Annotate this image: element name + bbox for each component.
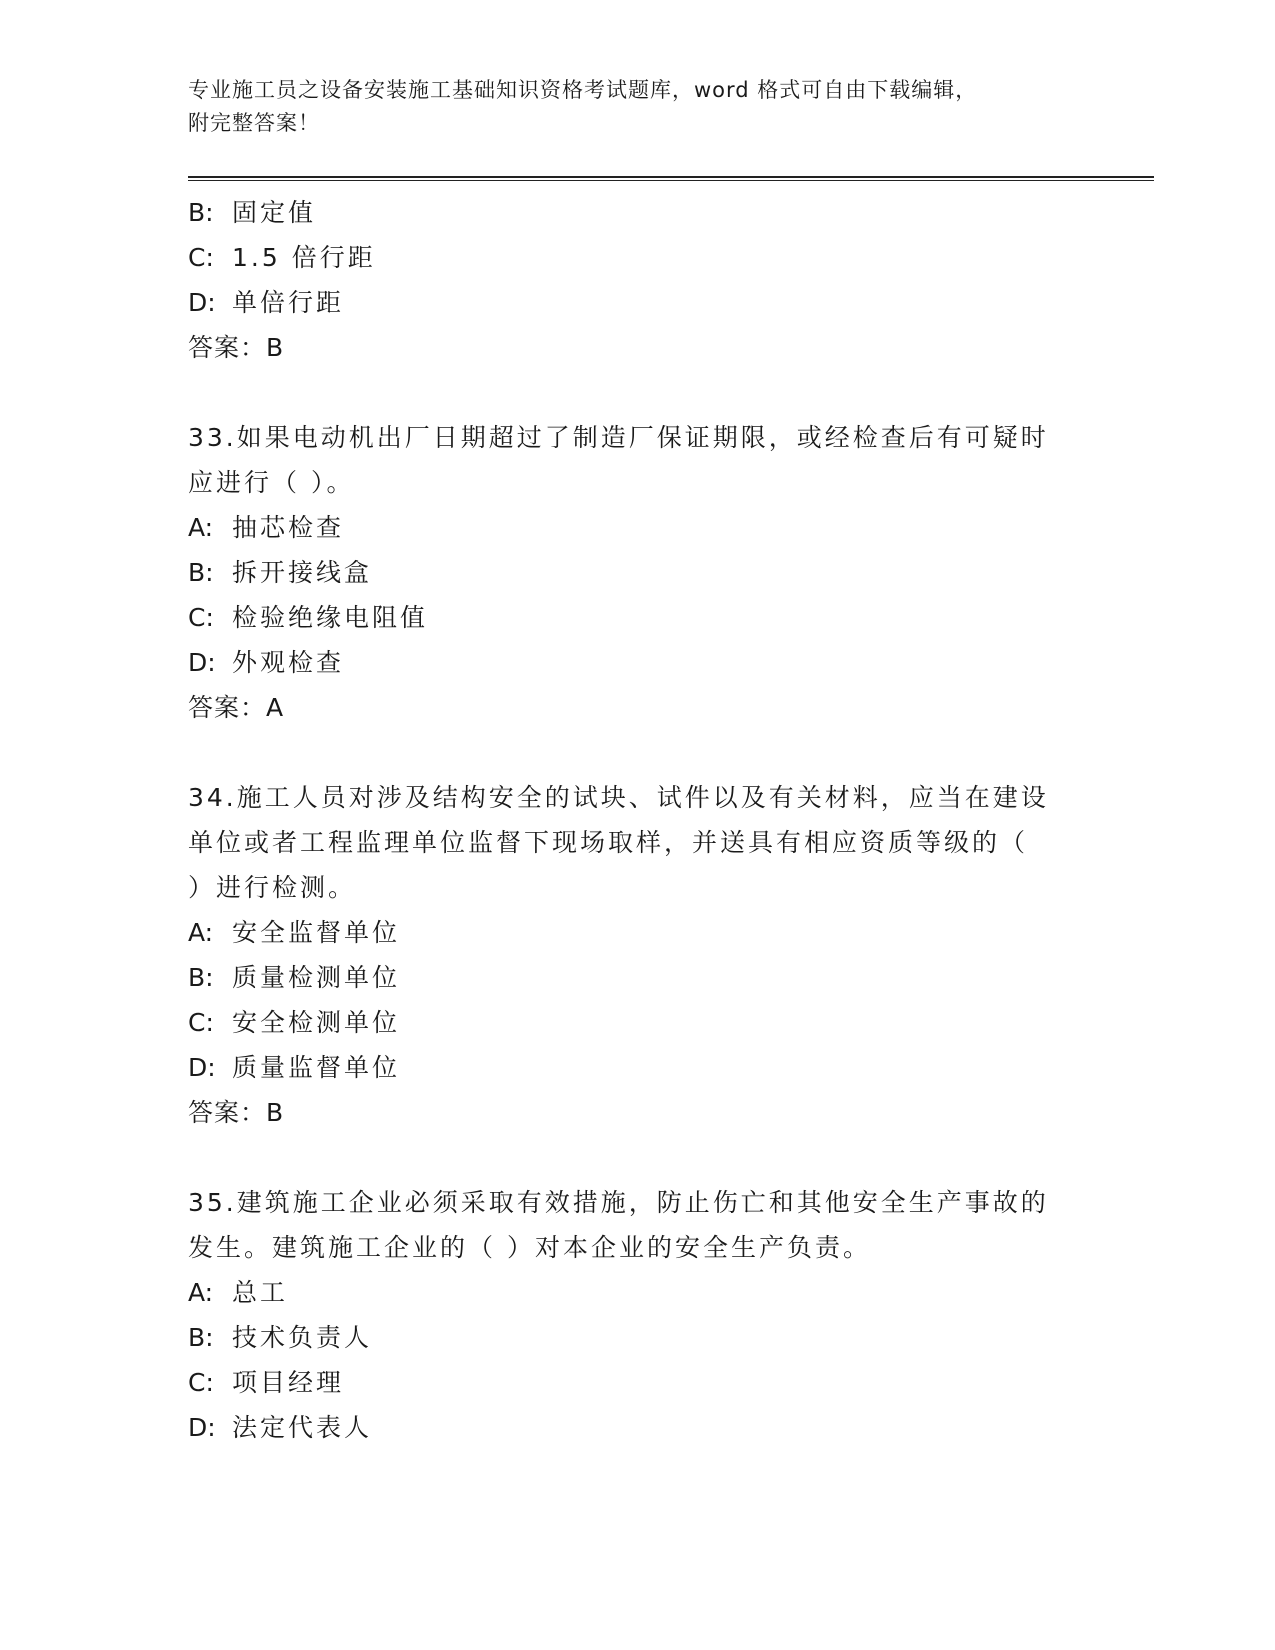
- option-b: B: 固定值: [188, 198, 317, 227]
- answer-line: 答案：B: [188, 1098, 285, 1127]
- prev-question-options: [188, 190, 1088, 325]
- option-d: D: 法定代表人: [188, 1413, 373, 1442]
- option-c: C: 安全检测单位: [188, 1008, 401, 1037]
- option-b: B: 技术负责人: [188, 1323, 373, 1352]
- option-d: D: 单倍行距: [188, 288, 345, 317]
- option-c: C: 检验绝缘电阻值: [188, 603, 429, 632]
- option-d: D: 质量监督单位: [188, 1053, 401, 1082]
- question-33: [188, 415, 1088, 730]
- option-d: D: 外观检查: [188, 648, 345, 677]
- question-text-line: 单位或者工程监理单位监督下现场取样，并送具有相应资质等级的（: [188, 828, 1029, 857]
- answer-line: 答案：B: [188, 333, 285, 362]
- question-text-line: 33.如果电动机出厂日期超过了制造厂保证期限，或经检查后有可疑时: [188, 423, 1049, 452]
- option-b: B: 拆开接线盒: [188, 558, 373, 587]
- option-c: C: 项目经理: [188, 1368, 345, 1397]
- header-line-2: 附完整答案！: [188, 111, 320, 135]
- question-text-line: 应进行（ ）。: [188, 468, 355, 497]
- option-c: C: 1.5 倍行距: [188, 243, 376, 272]
- page-header: [188, 74, 1088, 140]
- option-a: A: 抽芯检查: [188, 513, 345, 542]
- option-a: A: 安全监督单位: [188, 918, 401, 947]
- header-line-1: 专业施工员之设备安装施工基础知识资格考试题库，word 格式可自由下载编辑，: [188, 78, 978, 102]
- question-35: [188, 1180, 1088, 1450]
- question-content: [188, 190, 1088, 1450]
- answer-line: 答案：A: [188, 693, 285, 722]
- question-text-line: ）进行检测。: [188, 873, 357, 902]
- option-b: B: 质量检测单位: [188, 963, 401, 992]
- question-34: [188, 775, 1088, 1135]
- question-text-line: 35.建筑施工企业必须采取有效措施，防止伤亡和其他安全生产事故的: [188, 1188, 1049, 1217]
- question-text-line: 34.施工人员对涉及结构安全的试块、试件以及有关材料，应当在建设: [188, 783, 1049, 812]
- option-a: A: 总工: [188, 1278, 289, 1307]
- question-text-line: 发生。建筑施工企业的（ ）对本企业的安全生产负责。: [188, 1233, 871, 1262]
- header-divider: [188, 176, 1154, 181]
